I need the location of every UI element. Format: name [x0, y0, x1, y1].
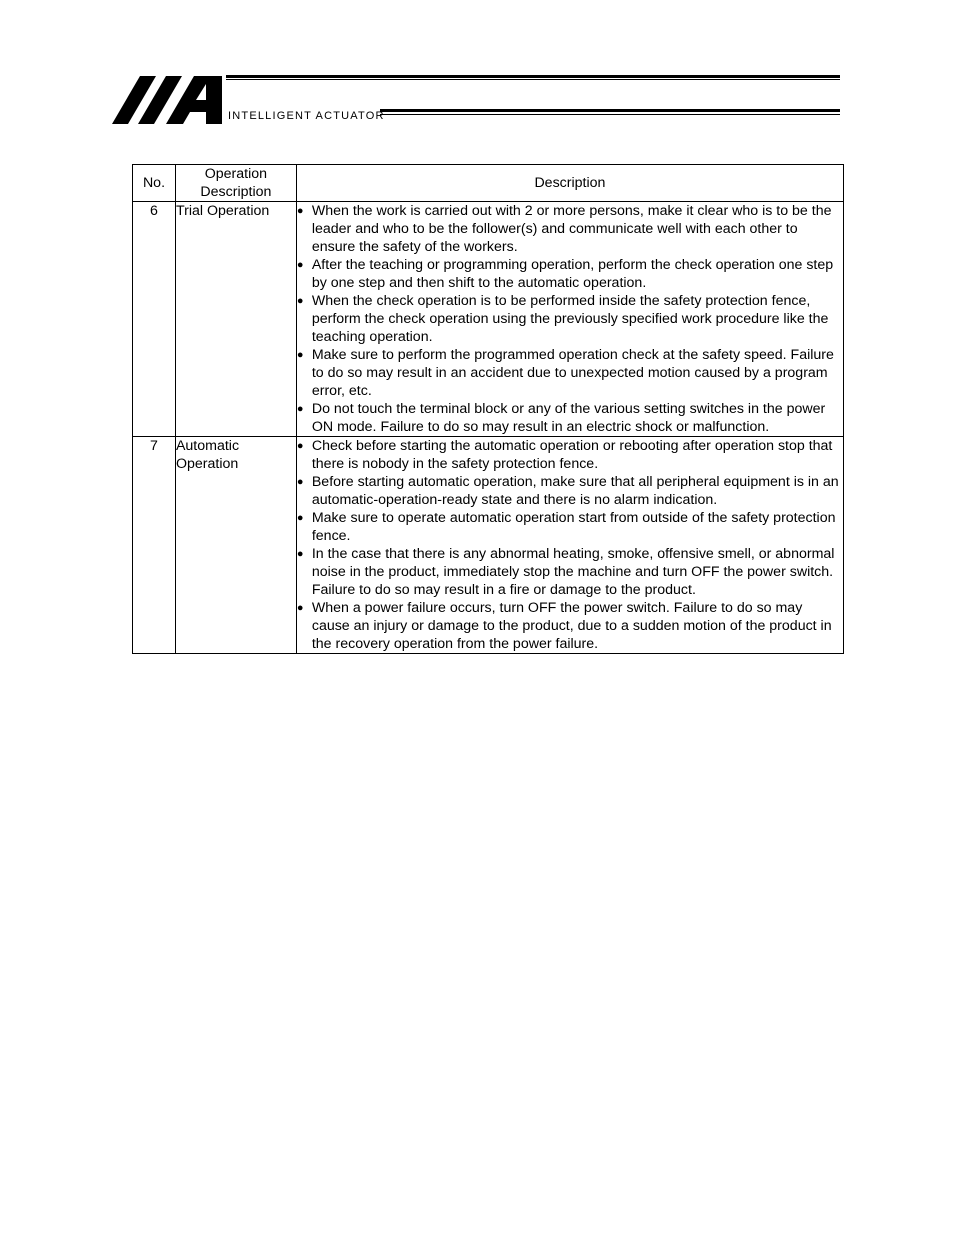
- table-row: [133, 202, 844, 437]
- row-number: 6: [133, 202, 176, 437]
- list-item: ● Check before starting the automatic operation or rebooting after operation stop that there is nobody in the safety protection fence.: [297, 437, 843, 473]
- bullet-list: [297, 437, 843, 653]
- page-header: [112, 74, 840, 126]
- header-description: Description: [296, 165, 843, 202]
- brand-name: INTELLIGENT ACTUATOR: [228, 110, 385, 122]
- list-item: ● After the teaching or programming operation, perform the check operation one step by one step and then shift to the automatic operation.: [297, 256, 843, 292]
- list-item: ● When the check operation is to be performed inside the safety protection fence, perform the check operation using the previously specified work procedure like the teaching operation.: [297, 292, 843, 346]
- operations-table: [132, 164, 844, 654]
- header-operation: Operation Description: [175, 165, 296, 202]
- list-item: ● Do not touch the terminal block or any of the various setting switches in the power ON mode. Failure to do so may result in an electric shock or malfunction.: [297, 400, 843, 436]
- header-rule-top: [226, 75, 840, 80]
- list-item: ● Make sure to operate automatic operation start from outside of the safety protection fence.: [297, 509, 843, 545]
- list-item: ● When the work is carried out with 2 or more persons, make it clear who is to be the leader and who to be the follower(s) and communicate well with each other to ensure the safety of the workers.: [297, 202, 843, 256]
- row-description: [296, 437, 843, 654]
- list-item: ● Before starting automatic operation, make sure that all peripheral equipment is in an automatic-operation-ready state and there is no alarm indication.: [297, 473, 843, 509]
- row-operation: Trial Operation: [175, 202, 296, 437]
- table-header-row: [133, 165, 844, 202]
- row-description: [296, 202, 843, 437]
- table-row: [133, 437, 844, 654]
- header-no: No.: [133, 165, 176, 202]
- iai-logo-icon: [112, 76, 224, 124]
- list-item: ● In the case that there is any abnormal heating, smoke, offensive smell, or abnormal noise in the product, immediately stop the machine and turn OFF the power switch. Failure to do so may result in a fire or damage to the product.: [297, 545, 843, 599]
- row-number: 7: [133, 437, 176, 654]
- row-operation: Automatic Operation: [175, 437, 296, 654]
- header-rule-bottom: [380, 109, 840, 115]
- list-item: ● When a power failure occurs, turn OFF the power switch. Failure to do so may cause an injury or damage to the product, due to a sudden motion of the product in the recovery operation from the power failure.: [297, 599, 843, 653]
- list-item: ● Make sure to perform the programmed operation check at the safety speed. Failure to do so may result in an accident due to unexpected motion caused by a program error, etc.: [297, 346, 843, 400]
- bullet-list: [297, 202, 843, 436]
